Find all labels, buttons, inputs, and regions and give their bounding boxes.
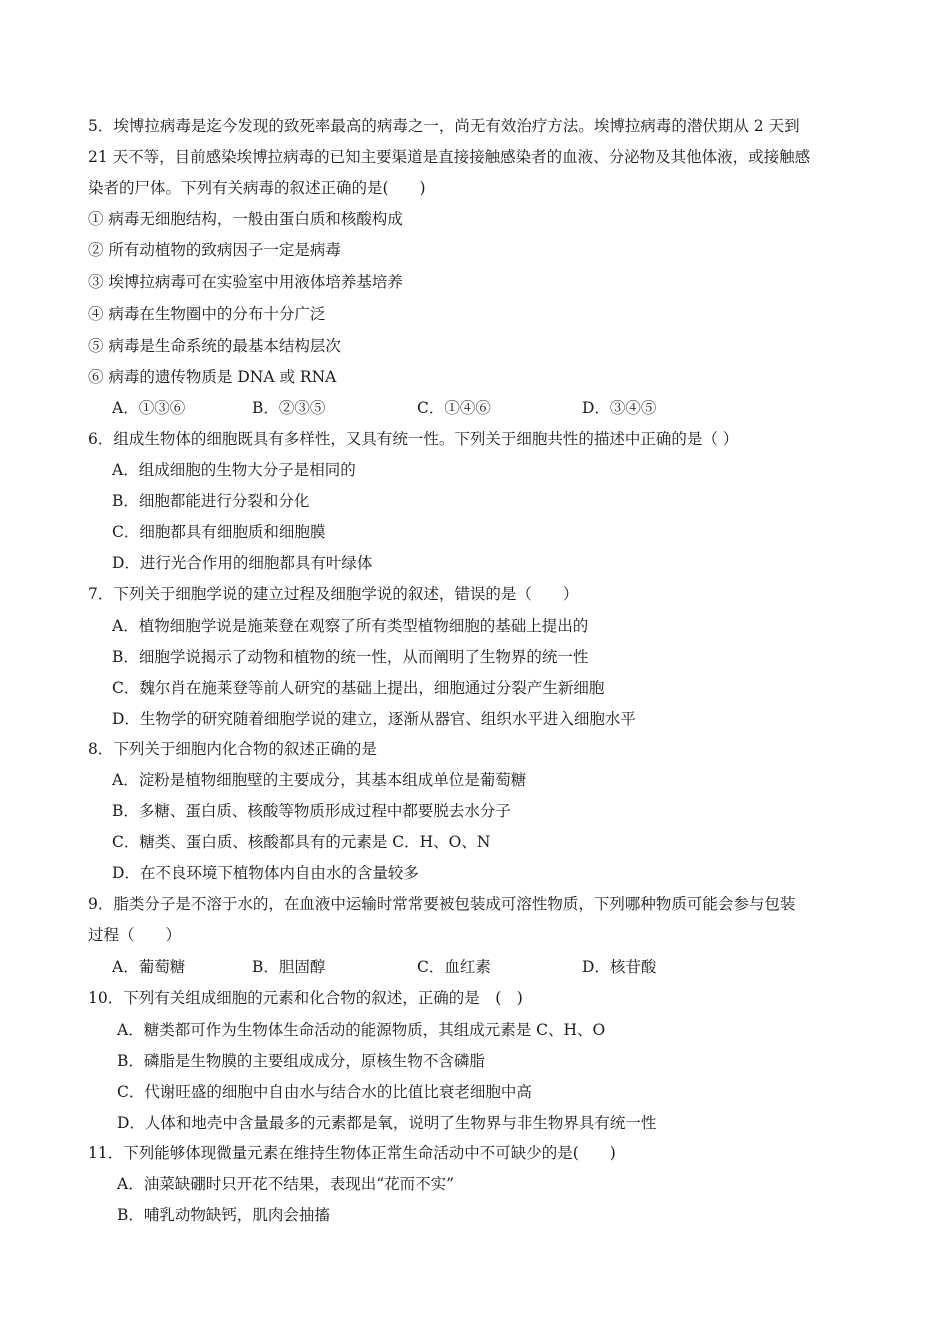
q11-stem: 11．下列能够体现微量元素在维持生物体正常生命活动中不可缺少的是( ): [88, 1144, 616, 1162]
q8-option-d: D．在不良环境下植物体内自由水的含量较多: [112, 864, 419, 882]
q5-statement-4: ④ 病毒在生物圈中的分布十分广泛: [88, 305, 326, 323]
q10-option-c: C．代谢旺盛的细胞中自由水与结合水的比值比衰老细胞中高: [117, 1083, 532, 1101]
q6-option-c: C．细胞都具有细胞质和细胞膜: [112, 523, 326, 541]
q5-statement-2: ② 所有动植物的致病因子一定是病毒: [88, 241, 341, 259]
q7-stem: 7．下列关于细胞学说的建立过程及细胞学说的叙述，错误的是（ ）: [88, 585, 579, 603]
q11-option-b: B．哺乳动物缺钙，肌肉会抽搐: [117, 1206, 330, 1224]
q9-option-d: D．核苷酸: [582, 958, 657, 976]
q9-option-b: B．胆固醇: [252, 958, 326, 976]
q9-option-a: A．葡萄糖: [112, 958, 186, 976]
q5-statement-3: ③ 埃博拉病毒可在实验室中用液体培养基培养: [88, 273, 403, 291]
q6-option-b: B．细胞都能进行分裂和分化: [112, 492, 310, 510]
q5-statement-1: ① 病毒无细胞结构，一般由蛋白质和核酸构成: [88, 210, 403, 228]
q9-option-c: C．血红素: [417, 958, 491, 976]
q10-stem: 10．下列有关组成细胞的元素和化合物的叙述，正确的是 ( ): [88, 989, 523, 1007]
q7-option-b: B．细胞学说揭示了动物和植物的统一性，从而阐明了生物界的统一性: [112, 648, 589, 666]
q10-option-d: D．人体和地壳中含量最多的元素都是氧，说明了生物界与非生物界具有统一性: [117, 1114, 657, 1132]
q5-option-c: C．①④⑥: [417, 399, 491, 417]
q8-stem: 8．下列关于细胞内化合物的叙述正确的是: [88, 740, 377, 758]
q8-option-c: C．糖类、蛋白质、核酸都具有的元素是 C．H、O、N: [112, 833, 491, 851]
q10-option-a: A．糖类都可作为生物体生命活动的能源物质，其组成元素是 C、H、O: [117, 1021, 606, 1039]
q5-option-d: D．③④⑤: [582, 399, 657, 417]
q7-option-c: C．魏尔肖在施莱登等前人研究的基础上提出，细胞通过分裂产生新细胞: [112, 679, 605, 697]
q9-stem-line-1: 9．脂类分子是不溶于水的，在血液中运输时常常要被包装成可溶性物质，下列哪种物质可能会参与包装: [88, 895, 796, 913]
q5-statement-6: ⑥ 病毒的遗传物质是 DNA 或 RNA: [88, 368, 337, 386]
q8-option-a: A．淀粉是植物细胞壁的主要成分，其基本组成单位是葡萄糖: [112, 771, 527, 789]
q6-option-d: D．进行光合作用的细胞都具有叶绿体: [112, 554, 373, 572]
q6-option-a: A．组成细胞的生物大分子是相同的: [112, 461, 356, 479]
q5-stem-line-3: 染者的尸体。下列有关病毒的叙述正确的是( ): [88, 179, 426, 197]
q11-option-a: A．油菜缺硼时只开花不结果，表现出“花而不实”: [117, 1175, 455, 1193]
q6-stem: 6．组成生物体的细胞既具有多样性，又具有统一性。下列关于细胞共性的描述中正确的是（ ）: [88, 430, 739, 448]
q9-stem-line-2: 过程（ ）: [88, 926, 182, 944]
q8-option-b: B．多糖、蛋白质、核酸等物质形成过程中都要脱去水分子: [112, 802, 511, 820]
q10-option-b: B．磷脂是生物膜的主要组成成分，原核生物不含磷脂: [117, 1052, 485, 1070]
q5-stem-line-1: 5．埃博拉病毒是迄今发现的致死率最高的病毒之一，尚无有效治疗方法。埃博拉病毒的潜伏期从 2 天到: [88, 117, 800, 135]
q5-option-a: A．①③⑥: [112, 399, 186, 417]
q5-statement-5: ⑤ 病毒是生命系统的最基本结构层次: [88, 337, 341, 355]
q7-option-d: D．生物学的研究随着细胞学说的建立，逐渐从器官、组织水平进入细胞水平: [112, 710, 636, 728]
q7-option-a: A．植物细胞学说是施莱登在观察了所有类型植物细胞的基础上提出的: [112, 617, 589, 635]
q5-stem-line-2: 21 天不等，目前感染埃博拉病毒的已知主要渠道是直接接触感染者的血液、分泌物及其他体液，或接触感: [88, 148, 811, 166]
q5-option-b: B．②③⑤: [252, 399, 326, 417]
